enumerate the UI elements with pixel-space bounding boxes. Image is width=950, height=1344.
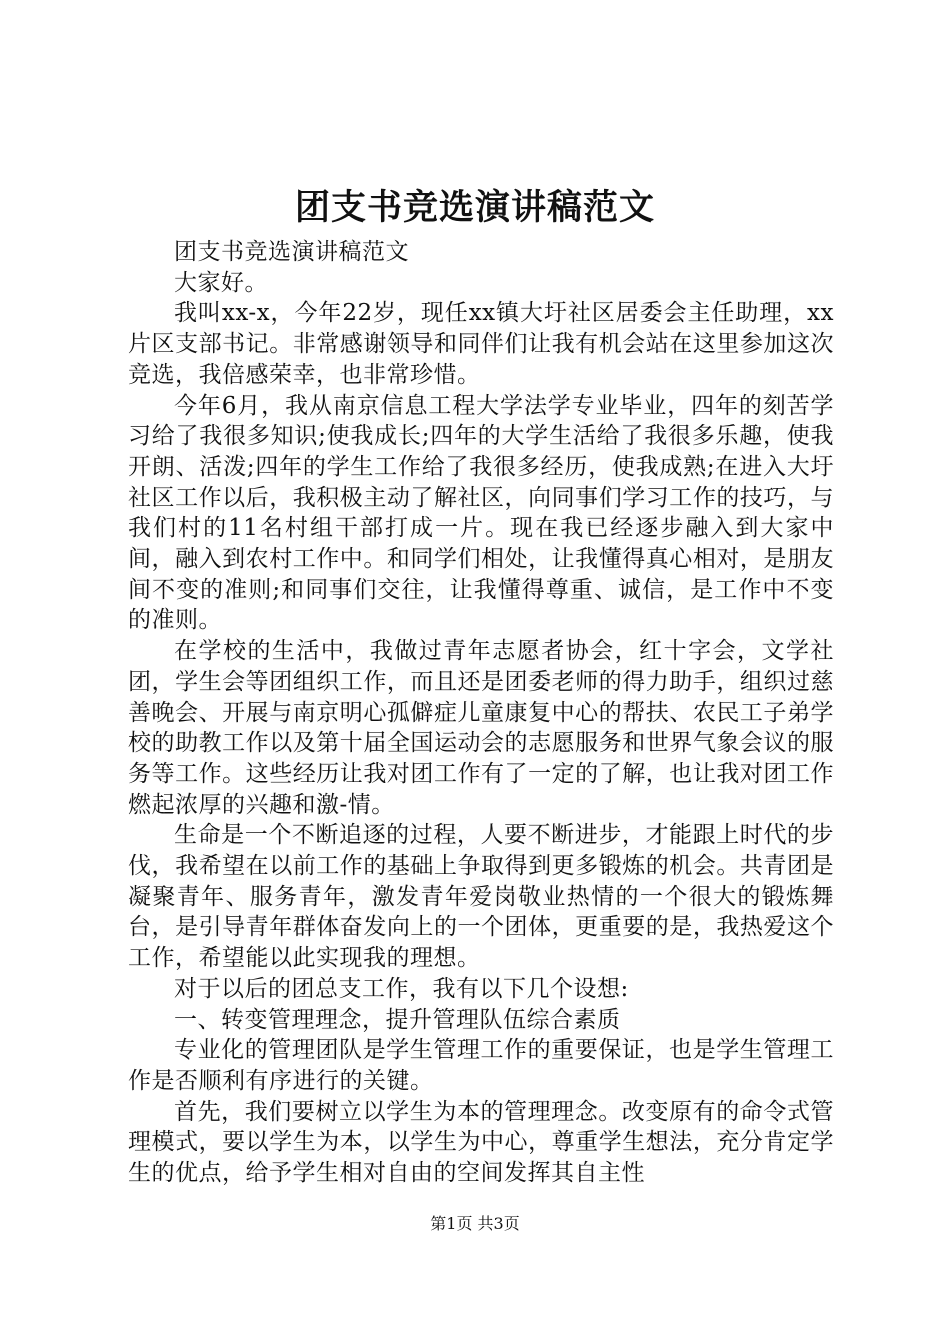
paragraph: 对于以后的团总支工作，我有以下几个设想: [174, 975, 629, 1002]
paragraph: 今年6月，我从南京信息工程大学法学专业毕业，四年的刻苦学习给了我很多知识;使我成长;四年的大学生活给了我很多乐趣，使我开朗、活泼;四年的学生工作给了我很多经历，使我成熟;在进入大圩社区工作以后，我积极主动了解社区，向同事们学习工作的技巧，与我们村的11名村组干部打成一片。现在我已经逐步融入到大家中间，融入到农村工作中。和同学们相处，让我懂得真心相对，是朋友间不变的准则;和同事们交往，让我懂得尊重、诚信，是工作中不变的准则。 [128, 392, 834, 634]
paragraph-greeting: 大家好。 [174, 269, 268, 296]
document-body [128, 237, 834, 1189]
paragraph: 专业化的管理团队是学生管理工作的重要保证，也是学生管理工作是否顺利有序进行的关键。 [128, 1037, 834, 1094]
page-footer: 第1页 共3页 [430, 1214, 520, 1233]
paragraph: 我叫xx-x，今年22岁，现任xx镇大圩社区居委会主任助理，xx片区支部书记。非常感谢领导和同伴们让我有机会站在这里参加这次竞选，我倍感荣幸，也非常珍惜。 [128, 300, 834, 388]
paragraph: 生命是一个不断追逐的过程，人要不断进步，才能跟上时代的步伐，我希望在以前工作的基础上争取得到更多锻炼的机会。共青团是凝聚青年、服务青年，激发青年爱岗敬业热情的一个很大的锻炼舞台，是引导青年群体奋发向上的一个团体，更重要的是，我热爱这个工作，希望能以此实现我的理想。 [128, 822, 834, 972]
section-heading: 一、转变管理理念，提升管理队伍综合素质 [174, 1006, 621, 1033]
paragraph: 首先，我们要树立以学生为本的管理理念。改变原有的命令式管理模式，要以学生为本，以学生为中心，尊重学生想法，充分肯定学生的优点，给予学生相对自由的空间发挥其自主性 [128, 1098, 834, 1187]
document-title: 团支书竞选演讲稿范文 [294, 187, 655, 228]
paragraph: 在学校的生活中，我做过青年志愿者协会，红十字会，文学社团，学生会等团组织工作，而且还是团委老师的得力助手，组织过慈善晚会、开展与南京明心孤僻症儿童康复中心的帮扶、农民工子弟学校的助教工作以及第十届全国运动会的志愿服务和世界气象会议的服务等工作。这些经历让我对团工作有了一定的了解，也让我对团工作燃起浓厚的兴趣和激-情。 [128, 638, 834, 818]
paragraph-subtitle: 团支书竞选演讲稿范文 [174, 239, 409, 265]
